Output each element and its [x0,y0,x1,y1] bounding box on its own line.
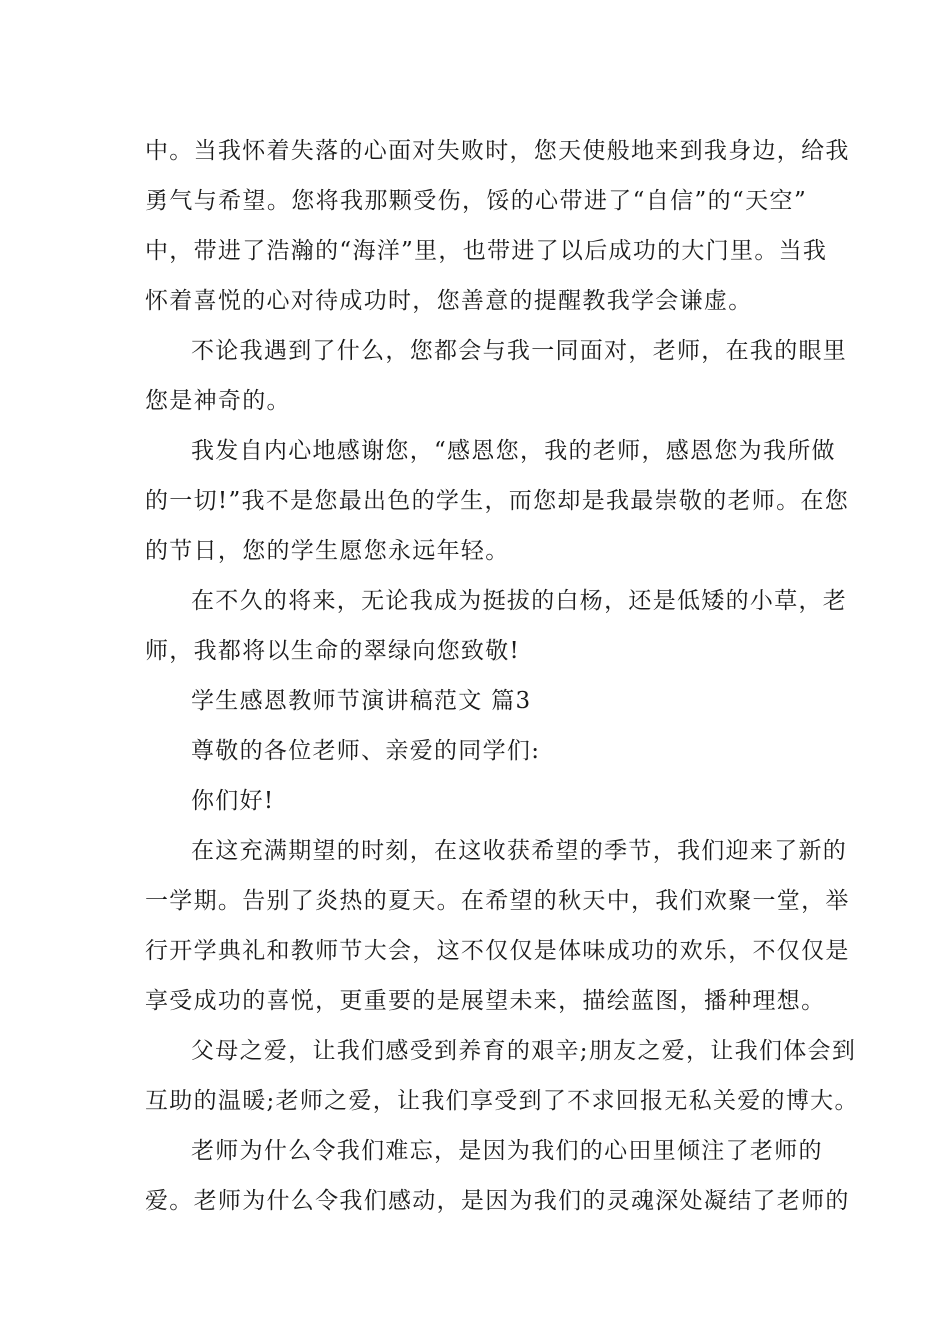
greeting: 你们好! [191,788,275,814]
text-line: 在不久的将来，无论我成为挺拔的白杨，还是低矮的小草，老 [191,588,848,614]
text-line: 父母之爱，让我们感受到养育的艰辛;朋友之爱，让我们体会到 [191,1038,857,1064]
text-line: 互助的温暖;老师之爱，让我们享受到了不求回报无私关爱的博大。 [145,1088,859,1114]
text-line: 中，带进了浩瀚的“海洋”里，也带进了以后成功的大门里。当我 [145,238,828,264]
text-line: 您是神奇的。 [145,388,291,414]
text-line: 师，我都将以生命的翠绿向您致敬! [145,638,521,664]
text-line: 我发自内心地感谢您，“感恩您，我的老师，感恩您为我所做 [191,438,836,464]
text-line: 中。当我怀着失落的心面对失败时，您天使般地来到我身边，给我 [145,138,850,164]
text-line: 在这充满期望的时刻，在这收获希望的季节，我们迎来了新的 [191,838,848,864]
text-line: 怀着喜悦的心对待成功时，您善意的提醒教我学会谦虚。 [145,288,753,314]
text-line: 的节日，您的学生愿您永远年轻。 [145,538,510,564]
text-line: 的一切!”我不是您最出色的学生，而您却是我最崇敬的老师。在您 [145,488,850,514]
text-line: 不论我遇到了什么，您都会与我一同面对，老师，在我的眼里 [191,338,848,364]
text-line: 享受成功的喜悦，更重要的是展望未来，描绘蓝图，播种理想。 [145,988,826,1014]
section-heading: 学生感恩教师节演讲稿范文 篇3 [191,688,532,714]
text-line: 行开学典礼和教师节大会，这不仅仅是体味成功的欢乐，不仅仅是 [145,938,850,964]
text-line: 爱。老师为什么令我们感动，是因为我们的灵魂深处凝结了老师的 [145,1188,850,1214]
salutation: 尊敬的各位老师、亲爱的同学们: [191,738,541,764]
text-line: 老师为什么令我们难忘，是因为我们的心田里倾注了老师的 [191,1138,823,1164]
text-line: 一学期。告别了炎热的夏天。在希望的秋天中，我们欢聚一堂，举 [145,888,850,914]
text-line: 勇气与希望。您将我那颗受伤，馁的心带进了“自信”的“天空” [145,188,807,214]
